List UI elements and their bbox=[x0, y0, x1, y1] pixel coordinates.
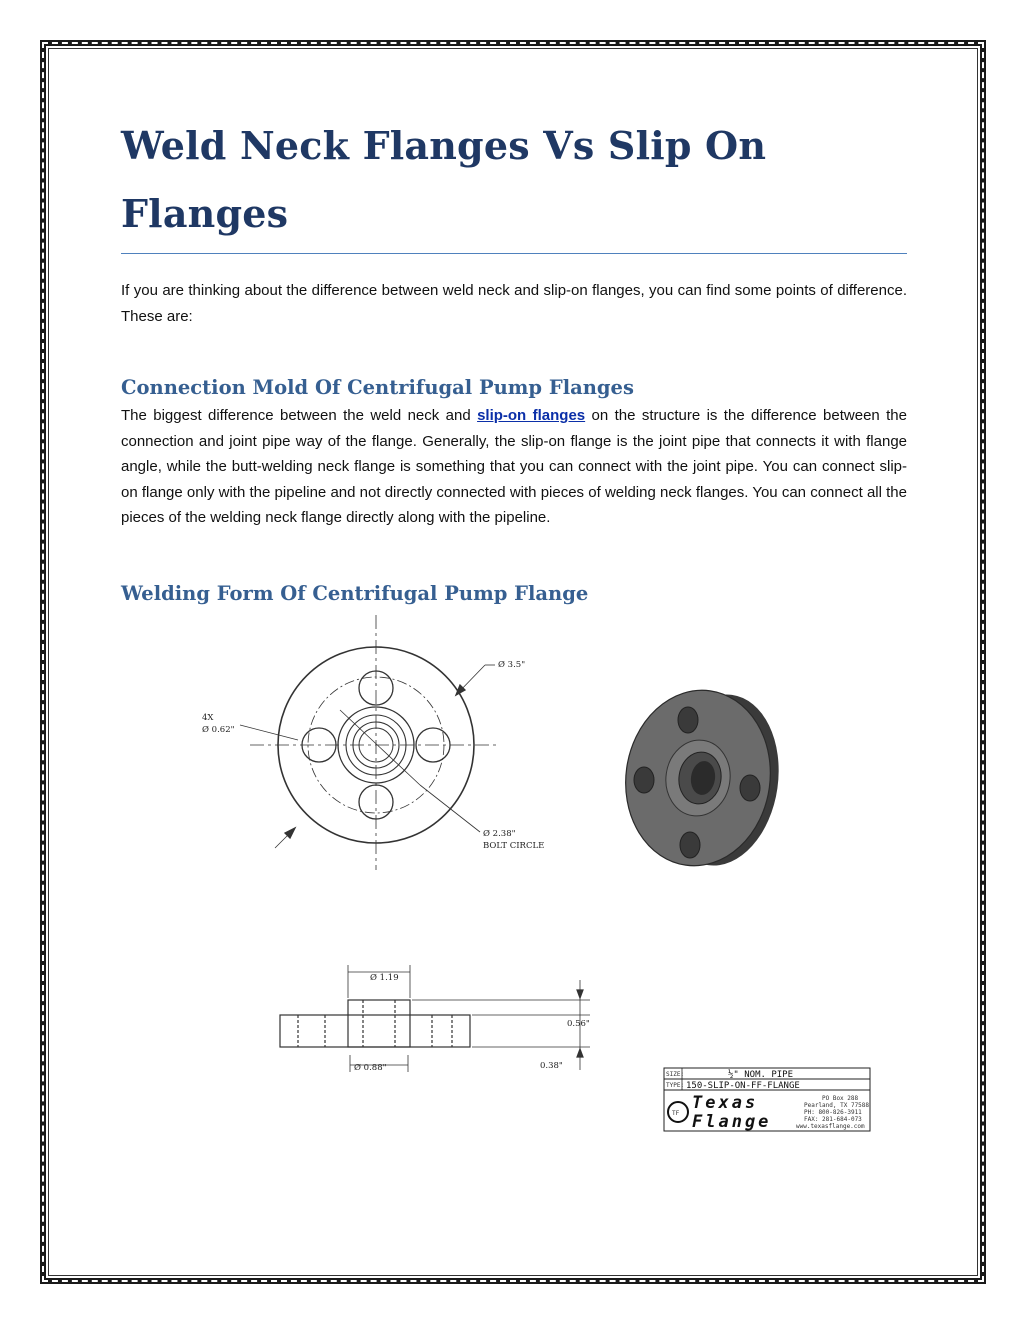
flange-side-view bbox=[280, 965, 590, 1072]
fax-line: FAX: 281-684-073 bbox=[804, 1116, 862, 1123]
bore-diameter-label: Ø 0.88" bbox=[354, 1063, 387, 1073]
flange-technical-drawing bbox=[180, 600, 900, 1140]
address-line1: PO Box 288 bbox=[822, 1095, 859, 1102]
flange-thickness-label: 0.38" bbox=[540, 1061, 563, 1071]
hole-diameter-label: Ø 0.62" bbox=[202, 725, 235, 735]
brand-name-line1: Texas bbox=[692, 1093, 759, 1113]
section-heading-connection: Connection Mold Of Centrifugal Pump Flanges bbox=[121, 376, 634, 399]
flange-front-view bbox=[240, 615, 500, 870]
type-label: TYPE: bbox=[666, 1082, 685, 1089]
phone-line: PH: 800-826-3911 bbox=[804, 1109, 862, 1116]
section-paragraph-connection bbox=[121, 403, 907, 531]
bolt-circle-label: BOLT CIRCLE bbox=[483, 841, 545, 851]
website-line: www.texasflange.com bbox=[796, 1123, 865, 1130]
paragraph-text-before-link: The biggest difference between the weld neck and bbox=[121, 407, 478, 424]
type-value: 150-SLIP-ON-FF-FLANGE bbox=[686, 1081, 800, 1091]
flange-3d-render bbox=[614, 681, 789, 875]
total-thickness-label: 0.56" bbox=[567, 1019, 590, 1029]
brand-name-line2: Flange bbox=[692, 1112, 772, 1132]
section-heading-welding: Welding Form Of Centrifugal Pump Flange bbox=[121, 581, 589, 605]
hole-count-label: 4X bbox=[202, 713, 214, 723]
hub-diameter-label: Ø 1.19 bbox=[370, 973, 399, 983]
address-line2: Pearland, TX 77588 bbox=[804, 1102, 870, 1109]
paragraph-text-after-link: on the structure is the difference between the connection and joint pipe way of the flange. Generally, the slip-on flange is the joint pipe that connects it with flange angle, while the butt-welding neck flange is something that you can connect with the joint pipe. You can connect slip-on flange only with the pipeline and not directly connected with pieces of welding neck flanges. You can connect all the pieces of the welding neck flange directly along with the pipeline. bbox=[121, 407, 907, 526]
flange-drawing-figure bbox=[180, 600, 900, 1140]
outer-diameter-label: Ø 3.5" bbox=[498, 660, 526, 670]
brand-logo-mark: TF bbox=[672, 1110, 680, 1117]
title-divider bbox=[121, 253, 907, 254]
size-label: SIZE: bbox=[666, 1071, 685, 1078]
size-value: ½" NOM. PIPE bbox=[728, 1070, 794, 1080]
slip-on-flanges-link[interactable]: slip-on flanges bbox=[477, 407, 586, 424]
page-title: Weld Neck Flanges Vs Slip On Flanges bbox=[121, 123, 767, 236]
intro-paragraph: If you are thinking about the difference between weld neck and slip-on flanges, you can find some points of difference. These are: bbox=[121, 282, 907, 325]
document-body bbox=[121, 112, 907, 609]
bolt-circle-diameter-label: Ø 2.38" bbox=[483, 829, 516, 839]
